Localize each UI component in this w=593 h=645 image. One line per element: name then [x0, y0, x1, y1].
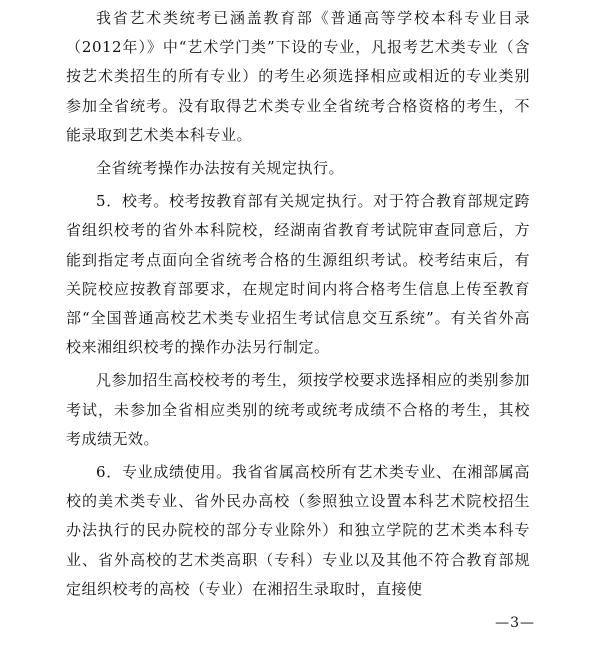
- document-body: [66, 4, 530, 608]
- paragraph-art-exam-coverage: 我省艺术类统考已涵盖教育部《普通高等学校本科专业目录（2012年）》中“艺术学门类”下设的专业，凡报考艺术类专业（含按艺术类招生的所有专业）的考生必须选择相应或相近的专业类别参加全省统考。没有取得艺术类专业全省统考合格资格的考生，不能录取到艺术类本科专业。: [66, 9, 530, 144]
- paragraph-score-usage: 6．专业成绩使用。我省省属高校所有艺术类专业、在湘部属高校的美术类专业、省外民办高校（参照独立设置本科艺术院校招生办法执行的民办院校的部分专业除外）和独立学院的艺术类本科专业、省外高校的艺术类高职（专科）专业以及其他不符合教育部规定组织校考的高校（专业）在湘招生录取时，直接使: [66, 463, 530, 598]
- paragraph-school-exam: 5．校考。校考按教育部有关规定执行。对于符合教育部规定跨省组织校考的省外本科院校，经湖南省教育考试院审查同意后，方能到指定考点面向全省统考合格的生源组织考试。校考结束后，有关院校应按教育部要求，在规定时间内将合格考生信息上传至教育部“全国普通高校艺术类专业招生考试信息交互系统”。有关省外高校来湘组织校考的操作办法另行制定。: [66, 192, 530, 357]
- paragraph-exam-procedure: 全省统考操作办法按有关规定执行。: [96, 159, 345, 178]
- paragraph-school-exam-requirements: 凡参加招生高校校考的考生，须按学校要求选择相应的类别参加考试，未参加全省相应类别的统考或统考成绩不合格的考生，其校考成绩无效。: [66, 371, 531, 448]
- page-number: —3—: [495, 615, 535, 631]
